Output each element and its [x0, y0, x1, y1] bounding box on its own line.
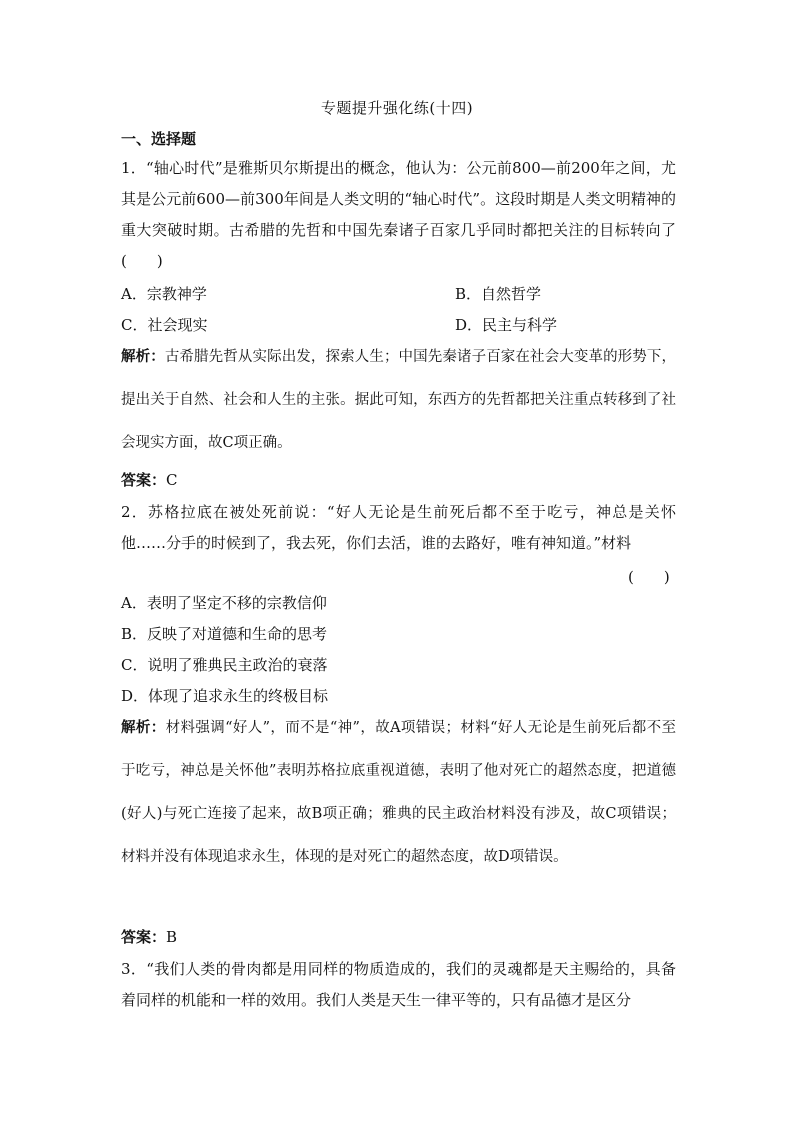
question-2-option-a: A．表明了坚定不移的宗教信仰 — [121, 594, 327, 612]
answer-label: 答案： — [121, 471, 167, 489]
question-1-option-b: B．自然哲学 — [455, 285, 542, 303]
question-2-option-d: D．体现了追求永生的终极目标 — [121, 687, 329, 705]
explanation-text: 古希腊先哲从实际出发，探索人生；中国先秦诸子百家在社会大变革的形势下，提出关于自然、社会和人生的主张。据此可知，东西方的先哲都把关注重点转移到了社会现实方面，故C项正确。 — [121, 349, 677, 451]
question-1-option-a: A．宗教神学 — [121, 285, 207, 303]
explanation-label: 解析： — [121, 349, 165, 365]
answer-value: B — [166, 928, 178, 946]
answer-value: C — [166, 471, 178, 489]
question-3-stem: 3．“我们人类的骨肉都是用同样的物质造成的，我们的灵魂都是天主赐给的，具备着同样的机能和一样的效用。我们人类是天生一律平等的，只有品德才是区分 — [121, 960, 676, 1009]
section-heading: 一、选择题 — [121, 130, 197, 148]
question-1-option-c: C．社会现实 — [121, 316, 208, 334]
question-1-explanation — [121, 336, 676, 465]
question-1-stem: 1．“轴心时代”是雅斯贝尔斯提出的概念，他认为：公元前800—前200年之间，尤其是公元前600—前300年间是人类文明的“轴心时代”。这段时期是人类文明精神的重大突破时期。古希腊的先哲和中国先秦诸子百家几乎同时都把关注的目标转向了( ) — [121, 159, 676, 270]
question-2-option-b: B．反映了对道德和生命的思考 — [121, 625, 328, 643]
question-2-explanation — [121, 707, 676, 879]
explanation-label: 解析： — [121, 720, 166, 736]
question-2-answer-paren: ( ) — [628, 568, 670, 586]
question-1-answer — [121, 470, 178, 490]
question-2-option-c: C．说明了雅典民主政治的衰落 — [121, 656, 328, 674]
question-1-option-d: D．民主与科学 — [455, 316, 558, 334]
explanation-text: 材料强调“好人”，而不是“神”，故A项错误；材料“好人无论是生前死后都不至于吃亏，神总是关怀他”表明苏格拉底重视道德，表明了他对死亡的超然态度，把道德(好人)与死亡连接了起来，故B项正确；雅典的民主政治材料没有涉及，故C项错误；材料并没有体现追求永生，体现的是对死亡的超然态度，故D项错误。 — [121, 720, 676, 865]
question-2-answer — [121, 927, 177, 947]
page-title: 专题提升强化练(十四) — [320, 99, 474, 117]
answer-label: 答案： — [121, 928, 167, 946]
question-2-stem: 2．苏格拉底在被处死前说：“好人无论是生前死后都不至于吃亏，神总是关怀他……分手的时候到了，我去死，你们去活，谁的去路好，唯有神知道。”材料 — [121, 503, 676, 552]
